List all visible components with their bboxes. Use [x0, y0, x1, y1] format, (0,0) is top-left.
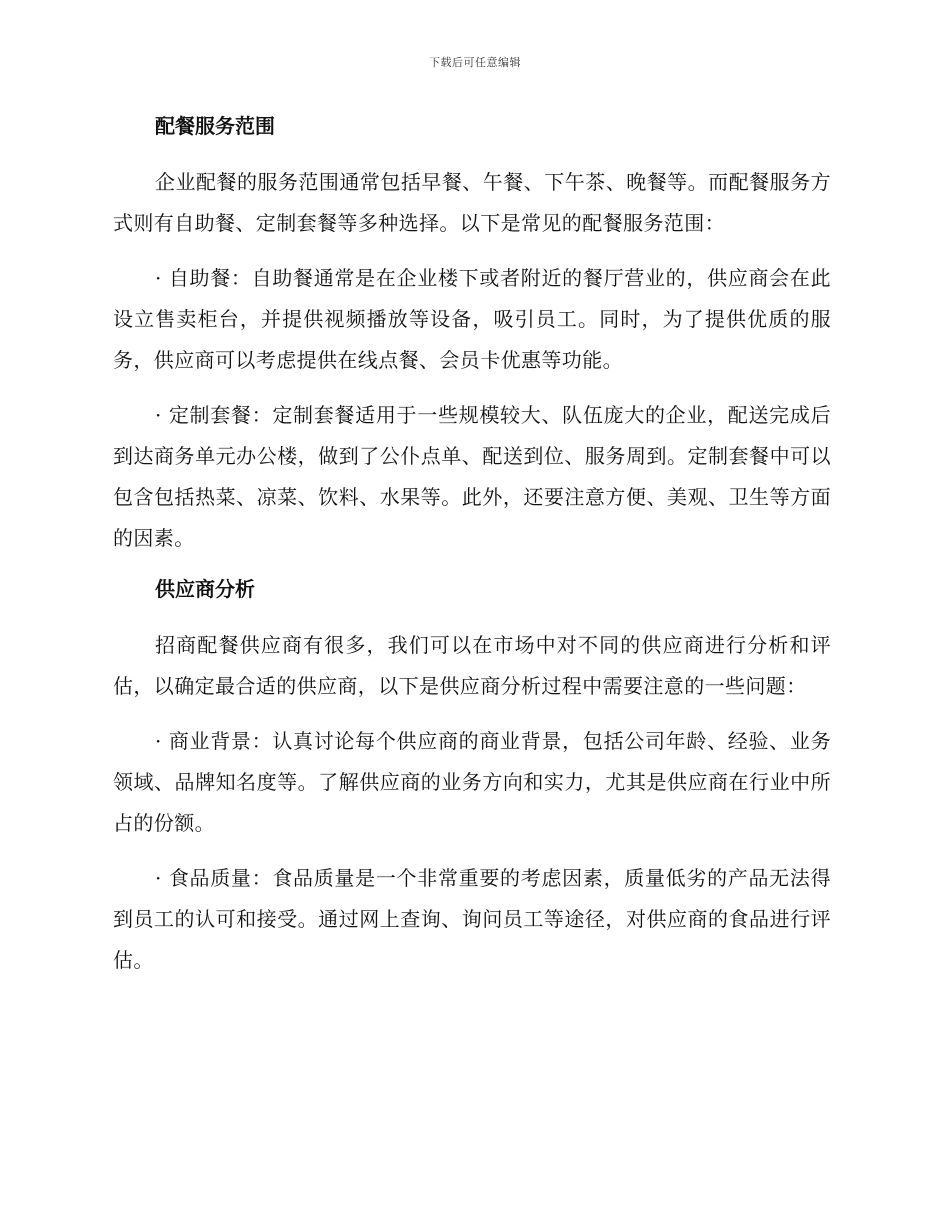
paragraph-buffet: · 自助餐：自助餐通常是在企业楼下或者附近的餐厅营业的，供应商会在此设立售卖柜台，并提供视频播放等设备，吸引员工。同时，为了提供优质的服务，供应商可以考虑提供在线点餐、会员卡优惠等功能。 — [113, 266, 831, 372]
section-heading-supplier-analysis: 供应商分析 — [155, 577, 255, 601]
paragraph-business-background: · 商业背景：认真讨论每个供应商的商业背景，包括公司年龄、经验、业务领域、品牌知名度等。了解供应商的业务方向和实力，尤其是供应商在行业中所占的份额。 — [113, 729, 831, 835]
paragraph-custom-set-meal: · 定制套餐：定制套餐适用于一些规模较大、队伍庞大的企业，配送完成后到达商务单元办公楼，做到了公仆点单、配送到位、服务周到。定制套餐中可以包含包括热菜、凉菜、饮料、水果等。此外，还要注意方便、美观、卫生等方面的因素。 — [113, 403, 831, 550]
paragraph-intro-suppliers: 招商配餐供应商有很多，我们可以在市场中对不同的供应商进行分析和评估，以确定最合适的供应商，以下是供应商分析过程中需要注意的一些问题： — [113, 633, 831, 698]
document-body — [113, 110, 831, 995]
page-header-note: 下载后可任意编辑 — [429, 56, 521, 69]
paragraph-intro-scope: 企业配餐的服务范围通常包括早餐、午餐、下午茶、晚餐等。而配餐服务方式则有自助餐、定制套餐等多种选择。以下是常见的配餐服务范围： — [113, 170, 831, 235]
paragraph-food-quality: · 食品质量：食品质量是一个非常重要的考虑因素，质量低劣的产品无法得到员工的认可和接受。通过网上查询、询问员工等途径，对供应商的食品进行评估。 — [113, 866, 831, 972]
section-heading-catering-scope: 配餐服务范围 — [155, 114, 275, 138]
